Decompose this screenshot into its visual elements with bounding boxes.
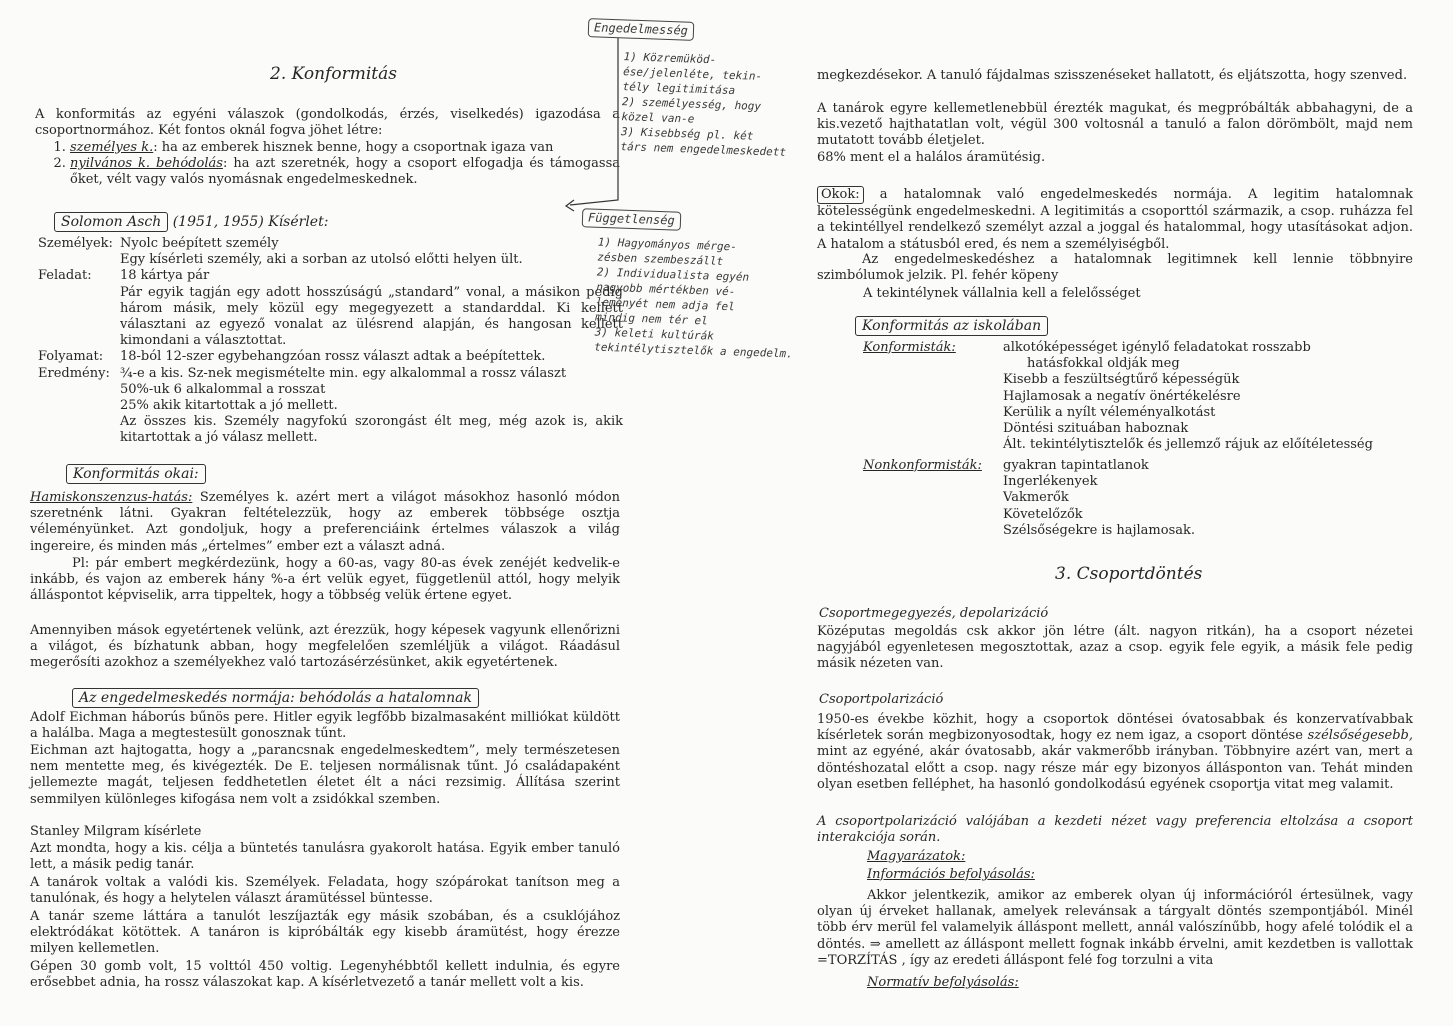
nonkonformistak-list — [1003, 458, 1413, 539]
asch-row: Pár egyik tagján egy adott hosszúságú „standard” vonal, a másikon pedig három másik, mely közül egy megegyezett a standarddal. Ki kellett választani az egyező vonalat az ülésrend alapján, és hangosan kellett kimondani a választottat. — [120, 284, 623, 349]
trait-item: hatásfokkal oldják meg — [1027, 356, 1180, 372]
trait-item: Ingerlékenyek — [1003, 474, 1098, 490]
reason-text: ha az emberek hisznek benne, hogy a csoportnak igaza van — [161, 140, 554, 155]
asch-row: Egy kísérleti személy, aki a sorban az utolsó előtti helyen ült. — [120, 252, 523, 268]
asch-row: 25% akik kitartottak a jó mellett. — [120, 398, 338, 414]
pl-paragraph: Pl: pár embert megkérdezünk, hogy a 60-as, vagy 80-as évek zenéjét kedvelik-e inkább, és vajon az emberek hány %-a ért velük egyet, függetlenül attól, hogy melyik álláspontot képviselik, arra tippeltek, hogy a többség velük értene egyet. — [30, 556, 620, 604]
info-paragraph: Akkor jelentkezik, amikor az emberek olyan új információról értesülnek, vagy olyan új érveket hallanak, amelyek relevánsak a tárgyalt döntés szempontjából. Minél több érv merül fel valamelyik álláspont mellett, annál valószínűbb, hogy afelé tolódik el a döntés. ⇒ amellett az álláspont mellett fognak inkább érvelni, amit kezdetben is vallottak =TORZÍTÁS , így az eredeti álláspont felé fog torzulni a vita — [817, 888, 1413, 968]
okai-heading — [66, 464, 206, 484]
section-title-konformitas: 2. Konformitás — [270, 64, 397, 84]
amennyiben-paragraph: Amennyiben mások egyetértenek velünk, azt érezzük, hogy képesek vagyunk ellenőrizni a világot, és bízhatunk abban, hogy megfelelően szemléljük a világot. Ráadásul megerősíti azokhoz a személyekhez való tartozásérzésünket, akik egyetértenek. — [30, 623, 620, 671]
okok-paragraph — [817, 186, 1413, 253]
note-box-engedelmesseg: Engedelmesség — [588, 18, 695, 41]
milgram-paragraph-2: A tanárok voltak a valódi kis. Személyek. Feladata, hogy szópárokat tanítson meg a tanulónak, és hogy a helytelen választ áramütéssel büntesse. — [30, 875, 620, 907]
asch-heading-box: Solomon Asch — [54, 212, 168, 232]
reason-item: 1. személyes k.: ha az emberek hisznek benne, hogy a csoportnak igaza van — [70, 140, 620, 156]
hamis-term: Hamiskonszenzus-hatás: — [30, 490, 193, 505]
milgram-paragraph-1: Azt mondta, hogy a kis. célja a büntetés tanulásra gyakorolt hatása. Egyik ember tanuló lett, a másik pedig tanár. — [30, 841, 620, 873]
magyarazatok-heading: Magyarázatok: — [867, 849, 966, 864]
okai-heading-box: Konformitás okai: — [66, 464, 206, 484]
legitim-paragraph: Az engedelmeskedéshez a hatalomnak legitimnek kell lennie többnyire szimbólumok jelzik. Pl. fehér köpeny — [817, 252, 1413, 284]
eichman-paragraph-1: Adolf Eichman háborús bűnös pere. Hitler egyik legfőbb bizalmasaként milliókat küldött a halálba. Maga a megtestesült gonosznak tűnt. — [30, 710, 620, 742]
trait-item: Kerülik a nyílt véleményalkotást — [1003, 404, 1216, 420]
engedelm-heading — [72, 688, 479, 708]
polar-paragraph: 1950-es évekbe közhit, hogy a csoportok döntései óvatosabbak és konzervatívabbak kísérletek során megbizonyosodtak, hogy ez nem igaz, a csoport döntése szélsőségesebb, mint az egyéné, akár óvatosabb, akár vakmerőbb irányban. Többnyire azért van, mert a döntéshozatal előtt a csop. nagy része már egy bizonyos állásponton van. Tehát minden olyan esetben felléphet, ha hasonló gondolkodású egyének csoportja vitat meg valamit. — [817, 712, 1413, 792]
engedelm-heading-box: Az engedelmeskedés normája: behódolás a hatalomnak — [72, 688, 479, 708]
felelosseg-line: A tekintélynek vállalnia kell a felelősséget — [863, 286, 1141, 301]
hamis-text: Személyes k. azért mert a világot másokhoz hasonló módon szeretnénk látni. Gyakran feltételezzük, hogy az emberek többsége osztja véleményünket. Azt gondoljuk, hogy a preferenciáink értelmes válaszok a világ ingereire, és minden más „értelmes” ember ezt a választ adná. — [30, 490, 620, 554]
okok-box: Okok: — [817, 186, 864, 204]
milgram-paragraph-4: Gépen 30 gomb volt, 15 volttól 450 voltig. Legenyhébbtől kellett indulnia, és egyre erősebbet adnia, ha rossz válaszokat kap. A kísérletvezető a tanár mellett volt a kis. — [30, 959, 620, 991]
note-box-fuggetlenseg: Függetlenség — [582, 208, 681, 230]
trait-item: Döntési szituában haboznak — [1003, 421, 1189, 437]
trait-item: alkotóképességet igénylő feladatokat rosszabb — [1003, 340, 1311, 355]
hamis-paragraph — [30, 490, 620, 555]
asch-table — [38, 236, 623, 447]
asch-row: 50%-uk 6 alkalommal a rosszat — [120, 381, 326, 397]
eichman-paragraph-2: Eichman azt hajtogatta, hogy a „parancsnak engedelmeskedtem”, mely természetesen nem mentette meg, és kivégezték. De E. teljesen normálisnak tűnt. Jó családapaként jellemezte magát, teljesen feddhetetlen életet élt a náci rezsimig. Állítása szerint semmilyen különleges kifogása nem volt a zsidókkal szemben. — [30, 743, 620, 807]
polar-definition: A csoportpolarizáció valójában a kezdeti nézet vagy preferencia eltolzása a csoport interakciója során. — [817, 814, 1413, 846]
polar-heading: Csoportpolarizáció — [819, 692, 944, 707]
bracket-arrow — [560, 30, 630, 215]
asch-heading-rest: (1951, 1955) Kísérlet: — [172, 214, 329, 230]
konformistak-list — [1003, 340, 1413, 453]
reason-text: ha azt szeretnék, hogy a csoport elfogadja és támogassa őket, vélt vagy valós nyomásnak engedelmeskednek. — [70, 156, 621, 188]
asch-row: Folyamat: 18-ból 12-szer egybehangzóan rossz választ adtak a beépítettek. — [38, 349, 546, 365]
reason-term: nyilvános k. behódolás — [70, 156, 223, 172]
reason-item: 2. nyilvános k. behódolás: ha azt szeretnék, hogy a csoport elfogadja és támogassa őket, vélt vagy valós nyomásnak engedelmeskednek. — [70, 156, 620, 188]
asch-row: Feladat: 18 kártya pár — [38, 268, 210, 284]
normativ-heading: Normatív befolyásolás: — [867, 975, 1019, 990]
trait-item: Ált. tekintélytisztelők és jellemző rájuk az előítéletesség — [1003, 437, 1373, 453]
milgram-continued-1: megkezdésekor. A tanuló fájdalmas szisszenéseket hallatott, és eljátszotta, hogy szenved. — [817, 68, 1408, 83]
note-list-1: 1) Közremüköd- ése/jelenléte, tekin- tély legitimitása 2) személyesség, hogy közel van-e 3) Kisebbség pl. két társ nem engedelmeskedett — [620, 50, 787, 159]
trait-item: Hajlamosak a negatív önértékelésre — [1003, 388, 1241, 404]
milgram-continued-2: A tanárok egyre kellemetlenebbül érezték magukat, és megpróbálták abbahagyni, de a kis.vezető hajthatatlan volt, végül 300 voltosnál a tanuló a falon dörömbölt, majd nem mutatott tovább életjelet. — [817, 101, 1413, 149]
trait-item: Kisebb a feszültségtűrő képességük — [1003, 372, 1240, 388]
depol-heading: Csoportmegegyezés, depolarizáció — [819, 606, 1049, 621]
reason-term: személyes k. — [70, 140, 154, 155]
asch-row: Az összes kis. Személy nagyfokú szorongást élt meg, még azok is, akik kitartottak a jó válasz mellett. — [120, 414, 623, 446]
trait-item: Szélsőségekre is hajlamosak. — [1003, 522, 1196, 538]
trait-item: gyakran tapintatlanok — [1003, 458, 1149, 473]
info-heading: Információs befolyásolás: — [867, 867, 1035, 882]
iskola-heading — [855, 316, 1048, 336]
reasons-list — [30, 140, 620, 189]
iskola-heading-box: Konformitás az iskolában — [855, 316, 1048, 336]
milgram-paragraph-3: A tanár szeme láttára a tanulót leszíjazták egy másik szobában, és a csuklójához elektródákat kötöttek. A tanáron is kipróbálták egy kisebb áramütést, hogy érezze milyen kellemetlen. — [30, 909, 620, 957]
nonkonformistak-label: Nonkonformisták: — [863, 458, 982, 473]
depol-paragraph: Középutas megoldás csk akkor jön létre (ált. nagyon ritkán), ha a csoport nézetei nagyjából egyenletesen megosztottak, azaz a csop. egyik fele egyik, a másik fele pedig másik nézeten van. — [817, 624, 1413, 672]
asch-row: Eredmény: ¾-e a kis. Sz-nek megismételte min. egy alkalommal a rossz választ — [38, 365, 567, 381]
intro-paragraph: A konformitás az egyéni válaszok (gondolkodás, érzés, viselkedés) igazodása a csoportnormához. Két fontos oknál fogva jöhet létre: — [35, 107, 620, 139]
section-title-csoportdontes: 3. Csoportdöntés — [1055, 564, 1203, 584]
trait-item: Követelőzők — [1003, 506, 1083, 522]
trait-item: Vakmerők — [1003, 490, 1069, 506]
konformistak-label: Konformisták: — [863, 340, 956, 355]
asch-heading — [54, 212, 328, 232]
asch-row: Személyek: Nyolc beépített személy — [38, 236, 279, 251]
okok-text: a hatalomnak való engedelmeskedés normája. A legitim hatalomnak kötelességünk engedelmeskedni. A legitimitás a csoporttól származik, a csop. ruházza fel a tekintéllyel rendelkező személyt azzal a joggal és hatalommal, hogy utasításokat adjon. A hatalom a státusból ered, és nem a személyiségből. — [817, 187, 1413, 252]
note-list-2: 1) Hagyományos mérge- zésben szembeszállt 2) Individualista egyén nagyobb mértékben vé- leményét nem adja fel mindig nem tér el 3) keleti kultúrák tekintélytisztelők a engedelm. — [594, 235, 794, 361]
milgram-heading: Stanley Milgram kísérlete — [30, 824, 202, 839]
milgram-result: 68% ment el a halálos áramütésig. — [817, 150, 1046, 165]
